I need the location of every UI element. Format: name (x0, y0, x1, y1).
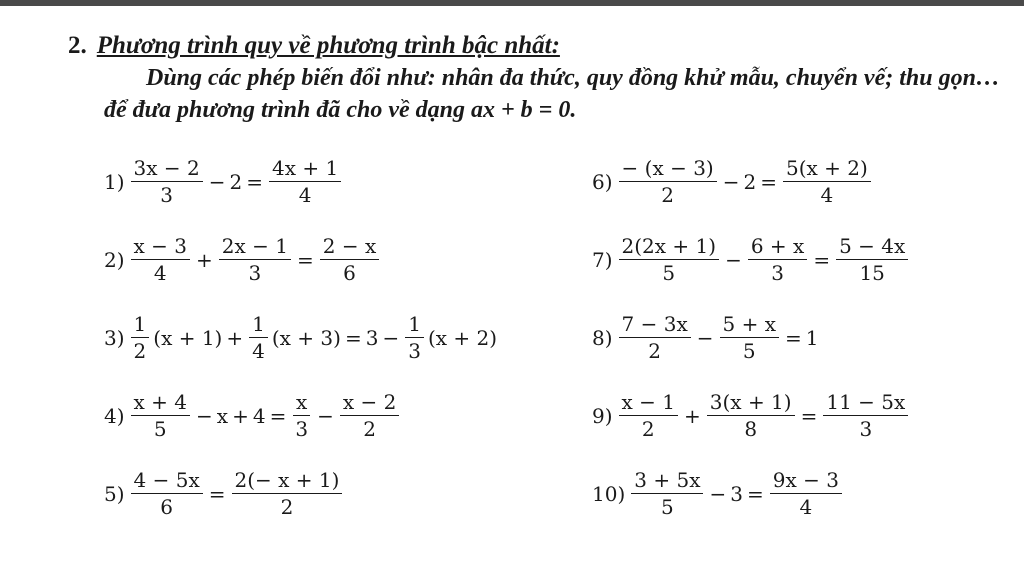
fraction (292, 392, 311, 439)
fraction (131, 236, 190, 283)
problem-3 (104, 314, 498, 361)
numerator: 4x + 1 (269, 158, 341, 182)
operator: = (760, 169, 777, 194)
numerator: 5 − 4x (836, 236, 908, 260)
section-intro: Dùng các phép biến đổi như: nhân đa thức, quy đồng khử mẫu, chuyển vế; thu gọn…để đưa phương trình đã cho về dạng ax + b = 0. (104, 65, 1000, 123)
problem-2 (104, 236, 382, 283)
fraction (619, 392, 678, 439)
operator: − (382, 325, 400, 350)
fraction (619, 236, 720, 283)
operator: = (746, 481, 764, 506)
numerator: 3x − 2 (131, 158, 203, 182)
term: 3 (730, 481, 743, 506)
denominator: 3 (408, 339, 421, 363)
problem-number: 9) (592, 403, 613, 428)
numerator: 2(2x + 1) (619, 236, 720, 260)
numerator: 3(x + 1) (707, 392, 795, 416)
denominator: 8 (744, 417, 758, 441)
numerator: x − 1 (619, 392, 678, 416)
denominator: 2 (133, 339, 147, 363)
fraction (340, 392, 399, 439)
operator: = (800, 403, 818, 428)
term: (x + 1) (153, 325, 223, 350)
denominator: 2 (648, 339, 661, 363)
numerator: 3 + 5x (631, 470, 703, 494)
term: 2 (743, 169, 757, 194)
numerator: x + 4 (131, 392, 190, 416)
problem-number: 1) (104, 169, 125, 194)
operator: = (784, 325, 802, 350)
problem-5 (104, 470, 345, 517)
problem-number: 3) (104, 325, 125, 350)
problem-6 (592, 158, 874, 205)
denominator: 5 (662, 261, 676, 285)
problem-number: 10) (592, 481, 626, 506)
top-border (0, 0, 1024, 6)
operator: − (696, 325, 714, 350)
denominator: 6 (343, 261, 356, 285)
operator: + (232, 403, 249, 428)
numerator: 1 (249, 314, 268, 338)
numerator: 4 − 5x (131, 470, 203, 494)
term: 3 (365, 325, 379, 350)
fraction (219, 236, 291, 283)
fraction (619, 158, 717, 205)
numerator: 2x − 1 (219, 236, 291, 260)
denominator: 3 (295, 417, 309, 441)
problem-number: 7) (592, 247, 613, 272)
denominator: 3 (859, 417, 873, 441)
fraction (269, 158, 341, 205)
denominator: 2 (363, 417, 376, 441)
fraction (249, 314, 268, 361)
operator: = (813, 247, 831, 272)
fraction (631, 470, 703, 517)
fraction (619, 314, 691, 361)
denominator: 15 (859, 261, 885, 285)
problem-10 (592, 470, 845, 517)
denominator: 4 (298, 183, 312, 207)
term: (x + 3) (271, 325, 341, 350)
problem-number: 2) (104, 247, 125, 272)
denominator: 3 (771, 261, 784, 285)
problem-number: 5) (104, 481, 125, 506)
denominator: 5 (661, 495, 674, 519)
numerator: − (x − 3) (619, 158, 717, 182)
fraction (720, 314, 779, 361)
denominator: 5 (153, 417, 167, 441)
problem-7 (592, 236, 911, 283)
fraction (770, 470, 842, 517)
operator: − (725, 247, 742, 272)
operator: − (709, 481, 727, 506)
fraction (131, 392, 190, 439)
fraction (748, 236, 807, 283)
numerator: 6 + x (748, 236, 807, 260)
denominator: 2 (661, 183, 674, 207)
problem-9 (592, 392, 911, 439)
problem-number: 8) (592, 325, 613, 350)
term: x (216, 403, 229, 428)
numerator: 5(x + 2) (783, 158, 871, 182)
denominator: 4 (820, 183, 834, 207)
numerator: 2(− x + 1) (232, 470, 343, 494)
denominator: 2 (641, 417, 655, 441)
operator: = (208, 481, 226, 506)
denominator: 4 (799, 495, 813, 519)
fraction (320, 236, 379, 283)
problem-number: 4) (104, 403, 125, 428)
numerator: 5 + x (720, 314, 779, 338)
operator: + (684, 403, 701, 428)
operator: = (246, 169, 263, 194)
problem-8 (592, 314, 819, 361)
fraction (707, 392, 795, 439)
fraction (131, 158, 203, 205)
denominator: 3 (160, 183, 173, 207)
fraction (783, 158, 871, 205)
denominator: 5 (742, 339, 756, 363)
problem-1 (104, 158, 344, 205)
fraction (405, 314, 424, 361)
numerator: 11 − 5x (823, 392, 908, 416)
denominator: 4 (153, 261, 167, 285)
numerator: 7 − 3x (619, 314, 691, 338)
section-title: Phương trình quy về phương trình bậc nhất: (96, 32, 560, 59)
operator: + (226, 325, 244, 350)
term: 2 (229, 169, 243, 194)
numerator: x − 3 (131, 236, 190, 260)
section-heading (68, 32, 560, 60)
operator: − (196, 403, 213, 428)
numerator: x (293, 392, 310, 416)
numerator: 1 (405, 314, 424, 338)
denominator: 2 (280, 495, 294, 519)
operator: + (196, 247, 213, 272)
operator: = (296, 247, 314, 272)
numerator: x − 2 (340, 392, 399, 416)
operator: = (269, 403, 287, 428)
numerator: 9x − 3 (770, 470, 842, 494)
problem-number: 6) (592, 169, 613, 194)
numerator: 1 (131, 314, 150, 338)
term: (x + 2) (427, 325, 498, 350)
numerator: 2 − x (320, 236, 379, 260)
operator: − (208, 169, 226, 194)
operator: = (344, 325, 362, 350)
operator: − (317, 403, 334, 428)
denominator: 6 (160, 495, 173, 519)
operator: − (722, 169, 740, 194)
fraction (131, 314, 150, 361)
fraction (836, 236, 908, 283)
problem-4 (104, 392, 402, 439)
denominator: 4 (252, 339, 265, 363)
fraction (131, 470, 203, 517)
denominator: 3 (248, 261, 262, 285)
section-number: 2. (68, 32, 87, 59)
term: 1 (805, 325, 819, 350)
term: 4 (252, 403, 266, 428)
fraction (823, 392, 908, 439)
fraction (232, 470, 343, 517)
